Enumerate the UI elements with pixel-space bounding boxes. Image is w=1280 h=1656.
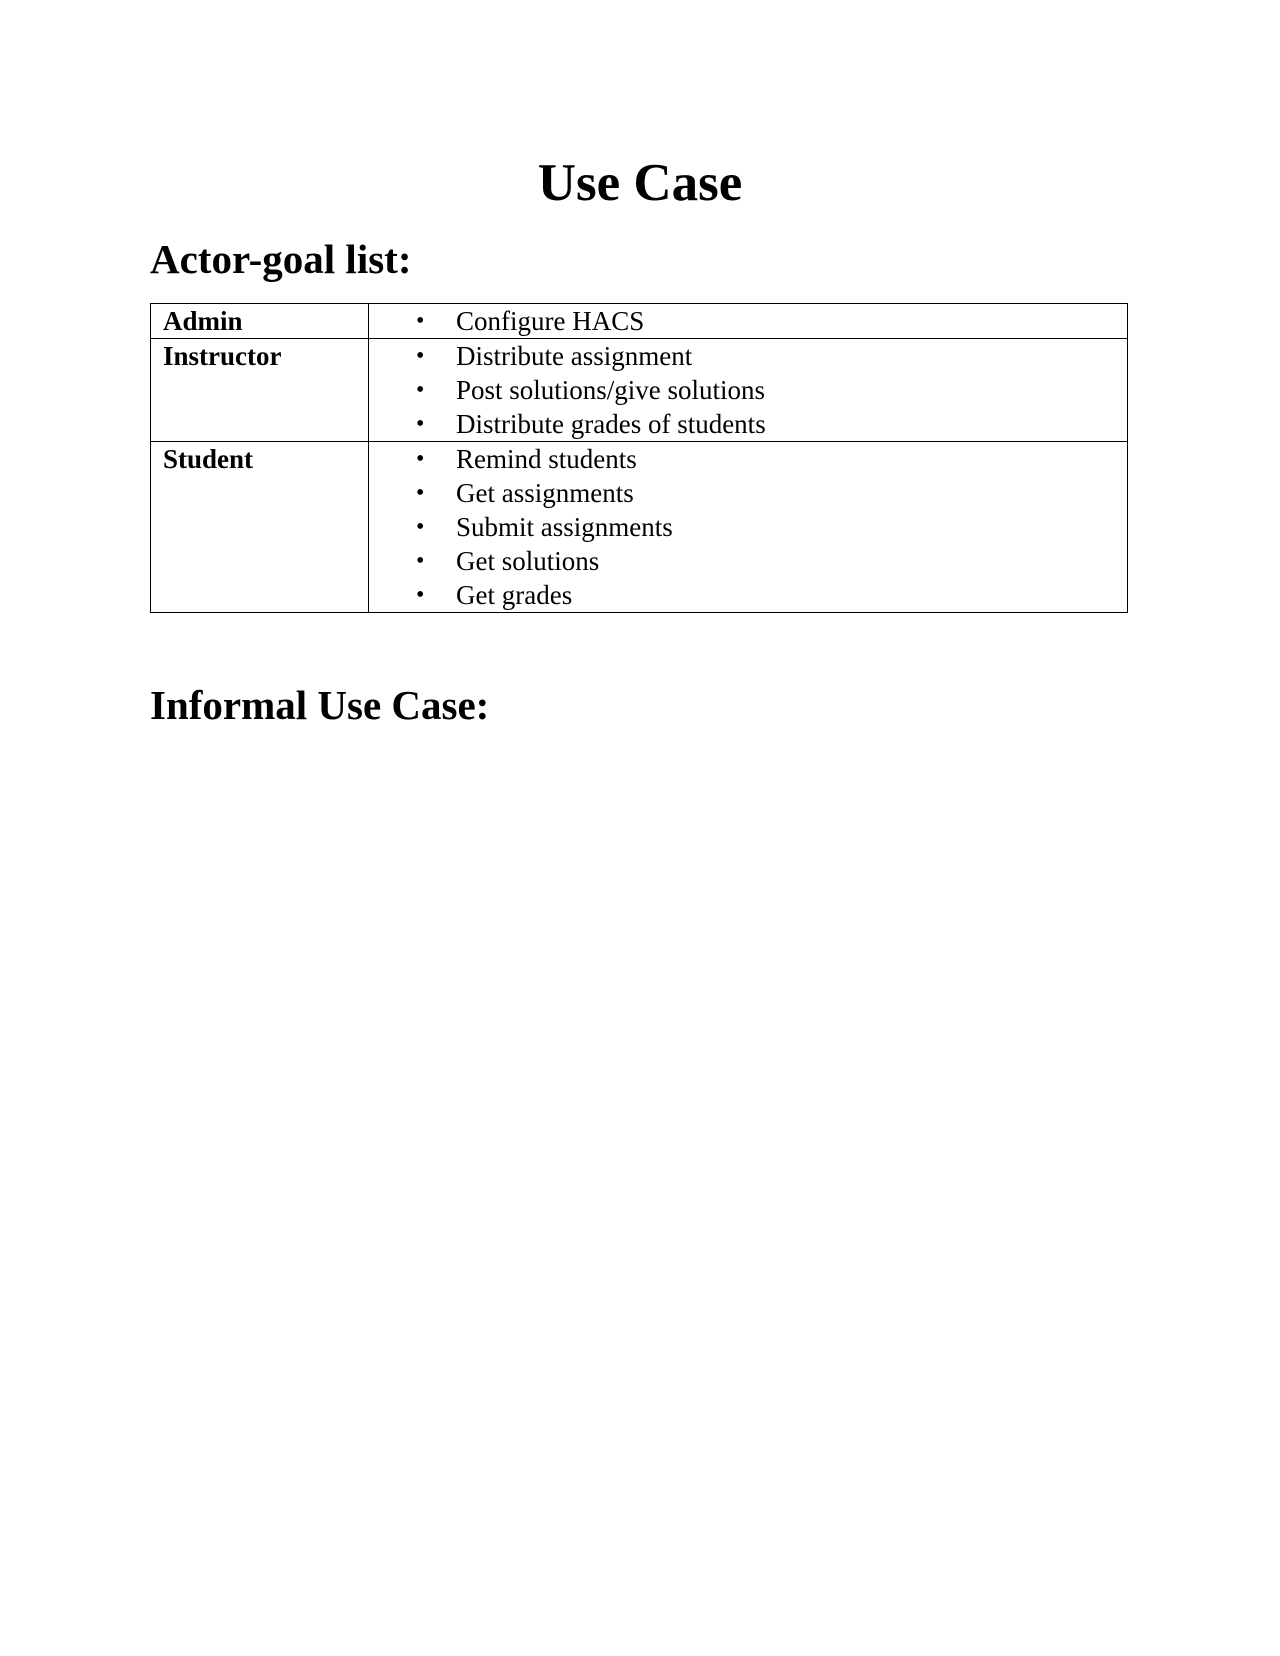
- actor-name: Instructor: [151, 339, 369, 442]
- goal-text: Get assignments: [456, 478, 634, 508]
- page-title: Use Case: [537, 154, 743, 212]
- list-item: [369, 339, 1127, 373]
- actor-name: Student: [151, 442, 369, 613]
- list-item: [369, 510, 1127, 544]
- goal-list: [369, 442, 1127, 612]
- goal-cell: [369, 304, 1128, 339]
- goal-cell: [369, 442, 1128, 613]
- actor-goal-table: [150, 303, 1128, 613]
- bullet-icon: •: [416, 377, 425, 403]
- list-item: [369, 373, 1127, 407]
- bullet-icon: •: [416, 411, 425, 437]
- bullet-icon: •: [416, 582, 425, 608]
- list-item: [369, 407, 1127, 441]
- actor-goal-heading: Actor-goal list:: [150, 236, 412, 282]
- actor-name: Admin: [151, 304, 369, 339]
- goal-text: Get solutions: [456, 546, 600, 576]
- bullet-icon: •: [416, 480, 425, 506]
- goal-text: Post solutions/give solutions: [456, 375, 766, 405]
- bullet-icon: •: [416, 548, 425, 574]
- bullet-icon: •: [416, 446, 425, 472]
- table-row: [151, 304, 1128, 339]
- table-row: [151, 442, 1128, 613]
- goal-text: Distribute assignment: [456, 341, 693, 371]
- bullet-icon: •: [416, 308, 425, 334]
- list-item: [369, 544, 1127, 578]
- goal-list: [369, 304, 1127, 338]
- list-item: [369, 442, 1127, 476]
- table-row: [151, 339, 1128, 442]
- bullet-icon: •: [416, 514, 425, 540]
- goal-text: Configure HACS: [456, 306, 645, 336]
- bullet-icon: •: [416, 343, 425, 369]
- goal-text: Distribute grades of students: [456, 409, 766, 439]
- list-item: [369, 304, 1127, 338]
- goal-text: Get grades: [456, 580, 573, 610]
- goal-list: [369, 339, 1127, 441]
- list-item: [369, 476, 1127, 510]
- goal-cell: [369, 339, 1128, 442]
- goal-text: Submit assignments: [456, 512, 673, 542]
- informal-use-case-heading: Informal Use Case:: [150, 682, 490, 728]
- list-item: [369, 578, 1127, 612]
- goal-text: Remind students: [456, 444, 637, 474]
